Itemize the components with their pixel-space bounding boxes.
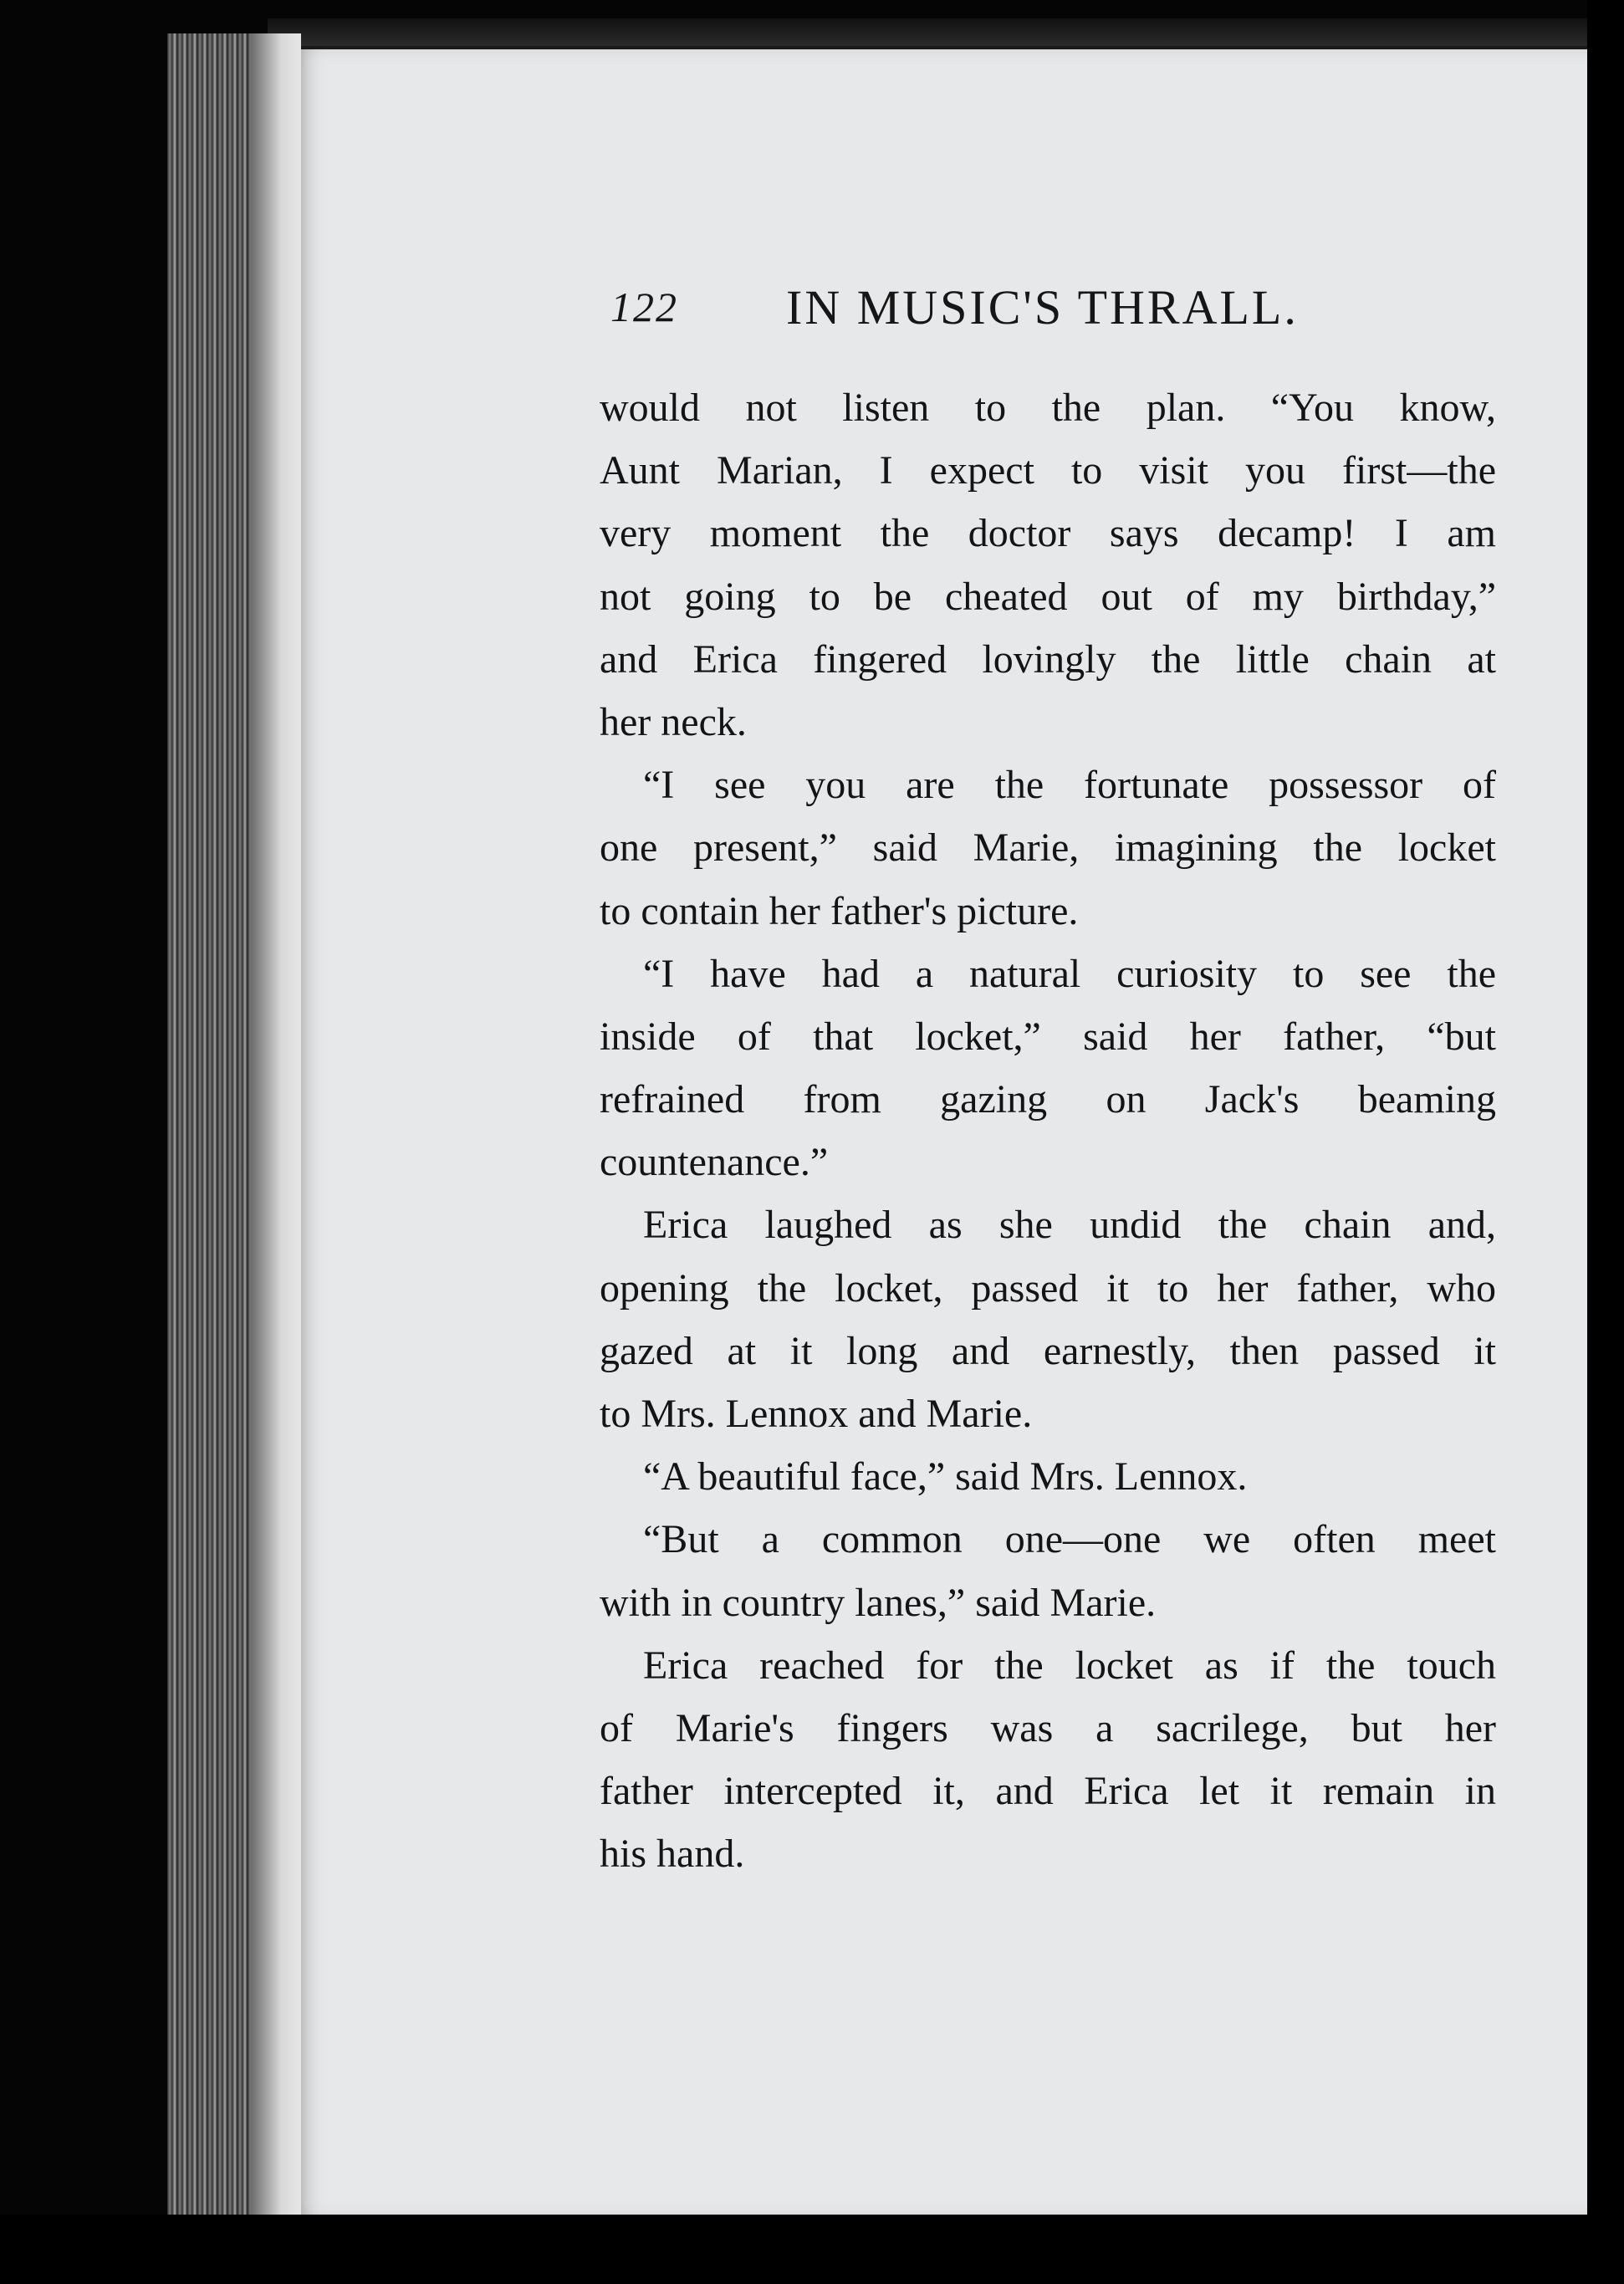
text-line: and Erica fingered lovingly the little chain at [600, 636, 1496, 682]
text-line: opening the locket, passed it to her father, who [600, 1265, 1496, 1311]
text-line: countenance.” [600, 1140, 829, 1185]
text-line: inside of that locket,” said her father, “but [600, 1014, 1496, 1059]
gutter-shadow [251, 33, 301, 2241]
running-title: IN MUSIC'S THRALL. [786, 280, 1299, 335]
text-line: Aunt Marian, I expect to visit you first—the [600, 448, 1496, 493]
text-line: very moment the doctor says decamp! I am [600, 511, 1496, 556]
running-header [610, 280, 1497, 341]
text-line: one present,” said Marie, imagining the locket [600, 825, 1496, 871]
text-line: father intercepted it, and Erica let it remain in [600, 1769, 1496, 1814]
right-border [1587, 0, 1624, 2284]
text-line: his hand. [600, 1832, 745, 1877]
text-line: “I see you are the fortunate possessor of [643, 763, 1496, 808]
text-line: “But a common one—one we often meet [643, 1517, 1496, 1562]
text-line: her neck. [600, 699, 747, 744]
text-line: “I have had a natural curiosity to see the [643, 951, 1496, 996]
text-line: Erica laughed as she undid the chain and, [643, 1203, 1496, 1248]
page-number: 122 [610, 284, 678, 330]
text-line: not going to be cheated out of my birthday,” [600, 574, 1496, 619]
body-text [600, 376, 1496, 1886]
text-line: to Mrs. Lennox and Marie. [600, 1392, 1033, 1436]
text-line: Erica reached for the locket as if the touch [643, 1643, 1496, 1688]
text-line: would not listen to the plan. “You know, [600, 386, 1496, 430]
text-line: with in country lanes,” said Marie. [600, 1580, 1157, 1625]
text-line: refrained from gazing on Jack's beaming [600, 1077, 1496, 1122]
bottom-border [0, 2215, 1624, 2284]
text-line: to contain her father's picture. [600, 888, 1079, 933]
text-line: “A beautiful face,” said Mrs. Lennox. [643, 1454, 1248, 1500]
text-line: gazed at it long and earnestly, then passed it [600, 1328, 1496, 1373]
text-line: of Marie's fingers was a sacrilege, but her [600, 1705, 1496, 1750]
